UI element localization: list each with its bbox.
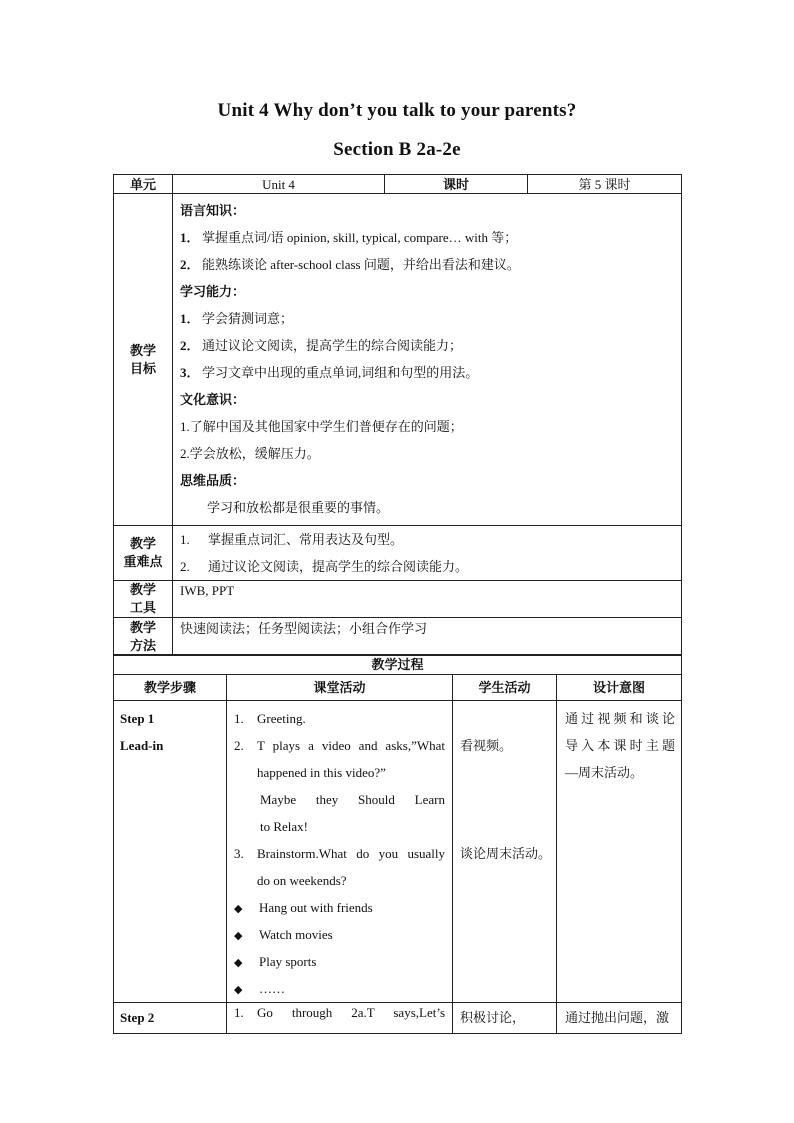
objectives-label: 教学 目标 [114,194,173,526]
objectives-thinking-heading: 思维品质： [180,473,246,488]
col-header-design: 设计意图 [557,675,682,701]
page-title: Unit 4 Why don’t you talk to your parents? [217,100,577,121]
step2-row [114,1003,682,1034]
key-points-row [114,526,682,581]
activity-item: T plays a video and asks,”What [257,738,445,753]
unit-value: Unit 4 [173,175,385,194]
diamond-bullet-icon: ◆ [234,957,243,969]
tools-row [114,581,682,618]
step2-label: Step 2 [114,1003,227,1034]
brainstorm-option: Play sports [259,954,317,969]
step1-design: 通过视频和谈论 导入本课时主题 —周末活动。 [557,701,682,1003]
objectives-language-item: 1． 掌握重点词/语 opinion, skill, typical, compare… with 等； [180,230,518,245]
objectives-language-item: 2． 能熟练谈论 after-school class 问题，并给出看法和建议。 [180,257,520,272]
methods-row [114,618,682,656]
page-subtitle: Section B 2a-2e [333,139,461,160]
key-point-item: 掌握重点词汇、常用表达及句型。 [208,532,404,547]
activity-item: Brainstorm.What do you usually [257,846,445,861]
diamond-bullet-icon: ◆ [234,984,243,996]
tools-value: IWB, PPT [173,581,682,618]
period-label: 课时 [385,175,528,194]
step2-design: 通过抛出问题，激 [557,1003,682,1034]
step1-activity: 1. Greeting. 2. T plays a video and asks,”What happened in this video?” Maybe they Should Learn to Relax! 3. Brainstorm.What do you usually do on weekends? ◆ Hang out with friends ◆ Watch movies ◆ Play sports ◆ …… [227,701,453,1003]
step1-label: Step 1 Lead-in [114,701,227,1003]
objectives-ability-item: 1． 学会猜测词意； [180,311,294,326]
col-header-student: 学生活动 [453,675,557,701]
step1-row [114,701,682,1003]
unit-label: 单元 [114,175,173,194]
col-header-activity: 课堂活动 [227,675,453,701]
brainstorm-option: Watch movies [259,927,333,942]
objectives-culture-item: 1.了解中国及其他国家中学生们普便存在的问题； [180,419,463,434]
step1-student: 看视频。 谈论周末活动。 [453,701,557,1003]
methods-value: 快速阅读法；任务型阅读法；小组合作学习 [173,618,682,656]
tools-label: 教学 工具 [114,581,173,618]
methods-label: 教学 方法 [114,618,173,656]
col-header-steps: 教学步骤 [114,675,227,701]
objectives-row [114,194,682,526]
key-point-item: 通过议论文阅读，提高学生的综合阅读能力。 [208,559,469,574]
activity-item: Greeting. [257,711,306,726]
objectives-ability-heading: 学习能力： [180,284,246,299]
period-value: 第 5 课时 [528,175,682,194]
objectives-ability-item: 2． 通过议论文阅读，提高学生的综合阅读能力； [180,338,463,353]
lesson-info-table [113,174,682,656]
objectives-culture-item: 2.学会放松，缓解压力。 [180,446,320,461]
objectives-content [173,194,682,526]
process-table [113,654,682,1034]
brainstorm-option: Hang out with friends [259,900,373,915]
objectives-culture-heading: 文化意识： [180,392,246,407]
key-points-label: 教学 重难点 [114,526,173,581]
brainstorm-option: …… [259,981,285,996]
step2-activity: 1. Go through 2a.T says,Let’s [227,1003,453,1034]
diamond-bullet-icon: ◆ [234,903,243,915]
objectives-language-heading: 语言知识： [180,203,246,218]
key-points-content: 1. 掌握重点词汇、常用表达及句型。 2. 通过议论文阅读，提高学生的综合阅读能力。 [173,526,682,581]
process-heading: 教学过程 [114,655,682,675]
step2-student: 积极讨论， [453,1003,557,1034]
diamond-bullet-icon: ◆ [234,930,243,942]
objectives-ability-item: 3． 学习文章中出现的重点单词,词组和句型的用法。 [180,365,479,380]
objectives-thinking-item: 学习和放松都是很重要的事情。 [207,500,390,515]
